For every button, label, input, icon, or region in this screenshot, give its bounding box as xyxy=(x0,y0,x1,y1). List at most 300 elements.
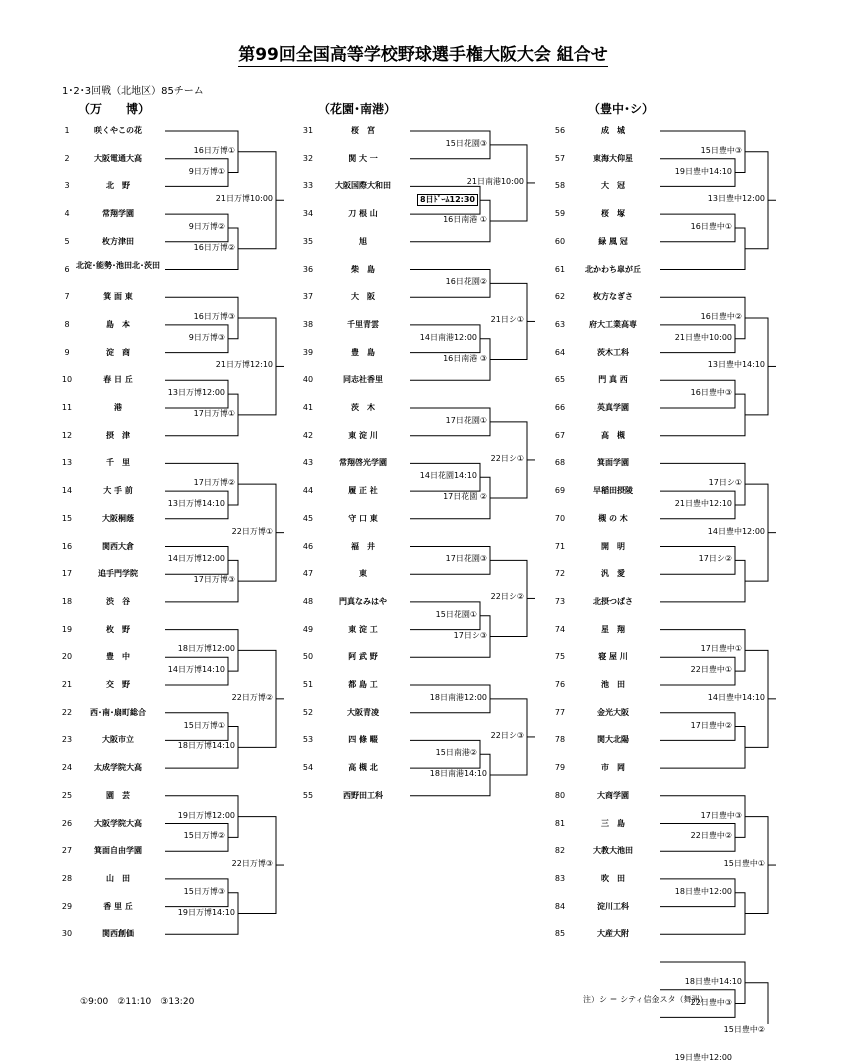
team-number: 25 xyxy=(61,790,73,800)
bracket-line xyxy=(660,214,735,242)
team-name: 港 xyxy=(114,403,122,412)
bracket-line xyxy=(660,560,745,602)
team-name: 摂 津 xyxy=(106,430,130,440)
team-number: 34 xyxy=(302,209,314,219)
game-label: 22日シ① xyxy=(490,453,524,463)
team-name: 柴 島 xyxy=(351,264,375,274)
team-number: 80 xyxy=(554,790,566,800)
team-name: 早稲田摂陵 xyxy=(593,486,633,496)
team-number: 48 xyxy=(302,596,314,606)
game-label: 18日豊中12:00 xyxy=(674,886,732,896)
team-name: 成 城 xyxy=(601,126,625,135)
game-label: 16日万博① xyxy=(193,145,235,155)
team-number: 46 xyxy=(302,541,314,551)
team-name: 西･南･扇町総合 xyxy=(90,707,146,717)
bracket-line xyxy=(660,463,745,505)
bracket-line xyxy=(410,754,490,796)
bracket-line xyxy=(165,560,238,602)
team-name: 枚 野 xyxy=(106,624,130,634)
team-name: 咲くやこの花 xyxy=(94,126,142,135)
bracket-line xyxy=(238,817,276,914)
team-name: 東 淀 工 xyxy=(348,624,378,634)
team-number: 29 xyxy=(61,901,73,911)
team-number: 24 xyxy=(61,763,73,773)
bracket-line xyxy=(238,650,276,747)
team-number: 38 xyxy=(302,319,314,329)
team-name: 開 明 xyxy=(601,541,625,551)
team-name: 刀 根 山 xyxy=(348,209,378,219)
team-name: 高 槻 北 xyxy=(348,763,378,773)
game-label: 22日万博① xyxy=(231,526,273,536)
team-name: 金光大阪 xyxy=(597,707,629,717)
game-label: 19日万博14:10 xyxy=(177,907,235,917)
team-number: 54 xyxy=(302,763,314,773)
team-number: 37 xyxy=(302,292,314,302)
team-number: 3 xyxy=(64,181,70,191)
team-name: 常翔啓光学園 xyxy=(339,458,387,468)
game-label: 19日豊中14:10 xyxy=(674,166,732,176)
team-number: 78 xyxy=(554,735,566,745)
bracket-line xyxy=(660,893,745,935)
team-number: 72 xyxy=(554,569,566,579)
game-label: 17日万博③ xyxy=(193,575,235,585)
team-number: 21 xyxy=(61,680,73,689)
bracket-line xyxy=(660,879,735,907)
game-label: 22日豊中① xyxy=(690,665,732,675)
team-number: 2 xyxy=(64,153,70,163)
bracket-line xyxy=(660,380,735,408)
game-label: 17日豊中② xyxy=(690,720,732,730)
team-name: 豊 島 xyxy=(351,347,375,357)
team-name: 大阪市立 xyxy=(102,735,134,745)
game-label: 14日南港12:00 xyxy=(419,332,477,342)
game-label: 9日万博① xyxy=(188,166,225,176)
bracket-line xyxy=(165,214,228,242)
game-label: 21日万博10:00 xyxy=(215,194,273,204)
team-number: 10 xyxy=(61,375,73,385)
team-number: 28 xyxy=(61,873,73,883)
team-number: 9 xyxy=(64,347,70,357)
team-name: 島 本 xyxy=(106,319,130,329)
team-number: 51 xyxy=(302,680,314,689)
bracket-line xyxy=(410,740,480,768)
team-name: 常翔学園 xyxy=(102,209,134,219)
team-name: 門真なみはや xyxy=(339,596,387,606)
game-label: 14日万博14:10 xyxy=(167,665,225,675)
game-label: 14日花園14:10 xyxy=(419,471,477,481)
bracket-line xyxy=(165,879,228,907)
game-label: 14日豊中12:00 xyxy=(707,526,765,536)
time-legend: ①9:00 ②11:10 ③13:20 xyxy=(80,997,195,1007)
team-number: 82 xyxy=(554,846,566,856)
bracket-line xyxy=(410,186,480,214)
bracket-line xyxy=(165,824,228,852)
team-name: 緑 風 冠 xyxy=(598,236,628,246)
bracket-line xyxy=(410,685,490,713)
team-number: 83 xyxy=(554,873,566,883)
team-name: 北かわち皐が丘 xyxy=(585,264,641,274)
team-number: 77 xyxy=(554,707,566,717)
bracket-line xyxy=(410,602,480,630)
game-label: 13日豊中12:00 xyxy=(707,194,765,204)
bracket-line xyxy=(165,796,238,838)
bracket-line xyxy=(165,159,228,187)
team-name: 北摂つばさ xyxy=(593,596,633,606)
bracket-line xyxy=(165,491,228,519)
group-header-banpaku: （万 博） xyxy=(78,102,151,116)
bracket-line xyxy=(410,477,490,519)
game-label: 18日南港12:00 xyxy=(429,692,487,702)
game-label: 22日万博② xyxy=(231,692,273,702)
bracket-line xyxy=(165,297,238,339)
team-number: 62 xyxy=(554,292,566,302)
game-label: 15日豊中③ xyxy=(700,145,742,155)
bracket-line xyxy=(238,318,276,415)
team-name: 太成学院大高 xyxy=(94,763,142,773)
bracket-line xyxy=(660,228,745,270)
bracket-line xyxy=(660,727,745,769)
game-label: 15日豊中① xyxy=(723,859,765,869)
game-label: 21日豊中10:00 xyxy=(674,332,732,342)
bracket-line xyxy=(490,560,527,636)
bracket-line xyxy=(490,145,527,221)
game-label: 17日花園③ xyxy=(445,554,487,564)
game-label: 16日南港 ③ xyxy=(443,353,487,363)
team-name: 箕 面 東 xyxy=(103,292,133,302)
team-number: 53 xyxy=(302,735,314,745)
team-number: 12 xyxy=(61,430,73,440)
game-label: 16日豊中② xyxy=(700,311,742,321)
team-number: 17 xyxy=(61,569,73,579)
team-number: 11 xyxy=(61,403,73,412)
team-name: 茨 木 xyxy=(351,403,375,412)
bracket-line xyxy=(165,713,228,741)
team-name: 市 岡 xyxy=(601,763,625,773)
team-name: 大教大池田 xyxy=(593,846,633,856)
team-number: 73 xyxy=(554,596,566,606)
team-name: 寝 屋 川 xyxy=(598,652,628,662)
team-name: 都 島 工 xyxy=(348,680,378,689)
bracket-line xyxy=(410,463,480,491)
game-label: 17日万博① xyxy=(193,408,235,418)
game-label: 21日シ① xyxy=(490,315,524,325)
team-name: 同志社香里 xyxy=(343,375,383,385)
team-name: 枚方なぎさ xyxy=(593,292,633,302)
team-name: 関西大倉 xyxy=(102,541,134,551)
team-name: 阿 武 野 xyxy=(348,652,378,662)
team-name: 東 xyxy=(359,569,367,579)
game-label: 15日万博② xyxy=(183,831,225,841)
bracket-line xyxy=(410,339,490,381)
team-number: 15 xyxy=(61,513,73,523)
team-number: 50 xyxy=(302,652,314,662)
team-name: 桜 塚 xyxy=(601,209,625,219)
team-number: 58 xyxy=(554,181,566,191)
team-number: 57 xyxy=(554,153,566,163)
game-label: 17日万博② xyxy=(193,478,235,488)
bracket-line xyxy=(410,200,490,242)
team-name: 大阪青凌 xyxy=(347,707,379,717)
team-name: 豊 中 xyxy=(106,652,130,662)
bracket-line xyxy=(660,547,735,575)
game-label: 17日豊中③ xyxy=(700,810,742,820)
team-name: 星 翔 xyxy=(601,624,625,634)
team-name: 池 田 xyxy=(601,680,625,689)
team-number: 20 xyxy=(61,652,73,662)
game-label: 18日南港14:10 xyxy=(429,769,487,779)
team-number: 22 xyxy=(61,707,73,717)
bracket-line xyxy=(745,152,768,249)
bracket-line xyxy=(410,131,490,159)
game-label: 8日ﾄﾞｰﾑ12:30 xyxy=(417,194,478,206)
game-label: 18日豊中14:10 xyxy=(684,976,742,986)
game-label: 15日花園① xyxy=(435,609,477,619)
team-number: 42 xyxy=(302,430,314,440)
bracket-line xyxy=(165,394,238,436)
team-name: 大 手 前 xyxy=(103,486,133,496)
team-name: 千 里 xyxy=(106,458,130,468)
team-number: 4 xyxy=(64,209,70,219)
bracket-line xyxy=(660,824,735,852)
game-label: 22日豊中② xyxy=(690,831,732,841)
team-number: 8 xyxy=(64,319,70,329)
bracket-line xyxy=(165,893,238,935)
team-number: 49 xyxy=(302,624,314,634)
game-label: 17日シ③ xyxy=(453,630,487,640)
bracket-line xyxy=(165,463,238,505)
game-label: 15日豊中② xyxy=(723,1025,765,1035)
game-label: 16日豊中③ xyxy=(690,388,732,398)
team-name: 箕面学園 xyxy=(597,458,629,468)
bracket-line xyxy=(660,297,745,339)
game-label: 16日万博② xyxy=(193,242,235,252)
venue-note: 注）シ ＝ シティ信金スタ（舞洲） xyxy=(583,995,708,1004)
team-name: 三 島 xyxy=(601,818,625,828)
team-number: 66 xyxy=(554,403,566,412)
bracket-line xyxy=(410,616,490,658)
team-number: 41 xyxy=(302,403,314,412)
bracket-line xyxy=(165,657,228,685)
team-name: 大阪学院大高 xyxy=(94,818,142,828)
bracket-line xyxy=(660,491,735,519)
game-label: 13日万博14:10 xyxy=(167,498,225,508)
game-label: 19日万博12:00 xyxy=(177,810,235,820)
game-label: 17日花園① xyxy=(445,415,487,425)
subtitle: 1･2･3回戦（北地区）85チーム xyxy=(62,86,204,97)
bracket-line xyxy=(490,422,527,498)
game-label: 21日万博12:10 xyxy=(215,360,273,370)
team-name: 府大工業高専 xyxy=(589,319,637,329)
game-label: 17日シ② xyxy=(698,554,732,564)
game-label: 18日万博14:10 xyxy=(177,741,235,751)
game-label: 15日花園③ xyxy=(445,138,487,148)
bracket-line xyxy=(238,152,276,249)
team-name: 旭 xyxy=(359,236,367,246)
team-number: 35 xyxy=(302,236,314,246)
game-label: 22日シ② xyxy=(490,592,524,602)
team-name: 渋 谷 xyxy=(106,596,130,606)
team-number: 60 xyxy=(554,236,566,246)
team-number: 40 xyxy=(302,375,314,385)
game-label: 16日南港 ① xyxy=(443,215,487,225)
team-name: 東海大仰星 xyxy=(593,153,633,163)
team-number: 79 xyxy=(554,763,566,773)
game-label: 18日万博12:00 xyxy=(177,644,235,654)
team-number: 27 xyxy=(61,846,73,856)
team-name: 北 野 xyxy=(106,181,130,191)
bracket-line xyxy=(660,630,745,672)
bracket-line xyxy=(745,318,768,415)
game-label: 14日万博12:00 xyxy=(167,554,225,564)
game-label: 17日シ① xyxy=(708,478,742,488)
team-name: 枚方津田 xyxy=(102,236,134,246)
bracket-line xyxy=(165,547,228,575)
team-number: 43 xyxy=(302,458,314,468)
team-number: 13 xyxy=(61,458,73,468)
bracket-line xyxy=(165,325,228,353)
team-name: 守 口 東 xyxy=(348,513,378,523)
bracket-line xyxy=(745,817,768,914)
team-number: 67 xyxy=(554,430,566,440)
team-number: 76 xyxy=(554,680,566,689)
bracket-line xyxy=(410,408,490,436)
team-number: 31 xyxy=(302,126,314,135)
team-name: 千里青雲 xyxy=(347,319,379,329)
game-label: 13日万博12:00 xyxy=(167,388,225,398)
team-number: 14 xyxy=(61,486,73,496)
game-label: 17日豊中① xyxy=(700,644,742,654)
team-name: 履 正 社 xyxy=(348,486,378,496)
bracket-line xyxy=(410,547,490,575)
team-name: 西野田工科 xyxy=(343,790,383,800)
team-name: 桜 宮 xyxy=(351,126,375,135)
bracket-line xyxy=(165,630,238,672)
bracket-line xyxy=(660,657,735,685)
bracket-line xyxy=(745,650,768,747)
bracket-line xyxy=(410,270,490,298)
game-label: 13日豊中14:10 xyxy=(707,360,765,370)
team-name: 英真学園 xyxy=(597,403,629,412)
game-label: 21日南港10:00 xyxy=(466,176,524,186)
bracket-line xyxy=(745,484,768,581)
team-number: 75 xyxy=(554,652,566,662)
bracket-line xyxy=(238,484,276,581)
team-number: 55 xyxy=(302,790,314,800)
page-title: 第99回全国高等学校野球選手権大阪大会 組合せ xyxy=(238,45,608,65)
game-label: 9日万博② xyxy=(188,221,225,231)
team-number: 19 xyxy=(61,624,73,634)
team-name: 箕面自由学園 xyxy=(94,846,142,856)
game-label: 21日豊中12:10 xyxy=(674,498,732,508)
game-label: 16日豊中① xyxy=(690,221,732,231)
team-name: 関大北陽 xyxy=(597,735,629,745)
game-label: 16日万博③ xyxy=(193,311,235,321)
group-header-hanazono-nanko: （花園･南港） xyxy=(318,102,397,116)
bracket-line xyxy=(660,394,745,436)
team-number: 61 xyxy=(554,264,566,274)
bracket-line xyxy=(660,713,735,741)
team-number: 70 xyxy=(554,513,566,523)
team-name: 大 冠 xyxy=(601,181,625,191)
team-name: 大 阪 xyxy=(351,292,375,302)
team-number: 59 xyxy=(554,209,566,219)
bracket-line xyxy=(165,727,238,769)
team-number: 18 xyxy=(61,596,73,606)
team-number: 23 xyxy=(61,735,73,745)
bracket-line xyxy=(745,983,768,1024)
team-name: 大阪国際大和田 xyxy=(335,181,391,191)
bracket-line xyxy=(660,325,735,353)
team-name: 交 野 xyxy=(106,680,130,689)
bracket-line xyxy=(410,325,480,353)
team-name: 淀川工科 xyxy=(597,901,629,911)
bracket-line xyxy=(165,380,228,408)
bracket-line xyxy=(660,159,735,187)
team-name: 大商学園 xyxy=(597,790,629,800)
team-number: 1 xyxy=(64,126,70,135)
team-number: 52 xyxy=(302,707,314,717)
team-name: 汎 愛 xyxy=(601,569,625,579)
team-number: 16 xyxy=(61,541,73,551)
game-label: 16日花園② xyxy=(445,277,487,287)
team-number: 32 xyxy=(302,153,314,163)
team-number: 84 xyxy=(554,901,566,911)
team-name: 大阪桐蔭 xyxy=(102,513,134,523)
game-label: 19日豊中12:00 xyxy=(674,1052,732,1062)
team-name: 追手門学院 xyxy=(98,569,138,579)
team-number: 74 xyxy=(554,624,566,634)
team-number: 39 xyxy=(302,347,314,357)
team-name: 東 淀 川 xyxy=(348,430,378,440)
team-name: 山 田 xyxy=(106,873,130,883)
game-label: 15日南港② xyxy=(435,748,477,758)
group-header-toyonaka-shi: （豊中･シ） xyxy=(588,102,655,116)
game-label: 15日万博① xyxy=(183,720,225,730)
team-name: 春 日 丘 xyxy=(103,375,133,385)
game-label: 22日シ③ xyxy=(490,730,524,740)
team-number: 81 xyxy=(554,818,566,828)
team-number: 6 xyxy=(64,264,70,274)
team-number: 63 xyxy=(554,319,566,329)
team-name: 関西創価 xyxy=(102,929,134,939)
team-number: 71 xyxy=(554,541,566,551)
bracket-line xyxy=(490,283,527,359)
team-number: 30 xyxy=(61,929,73,939)
team-name: 槻 の 木 xyxy=(598,513,628,523)
bracket-line xyxy=(165,228,238,270)
bracket-line xyxy=(660,131,745,173)
team-number: 5 xyxy=(64,236,70,246)
bracket-line xyxy=(660,796,745,838)
team-number: 26 xyxy=(61,818,73,828)
team-number: 65 xyxy=(554,375,566,385)
team-number: 33 xyxy=(302,181,314,191)
game-label: 17日花園 ② xyxy=(443,492,487,502)
team-name: 門 真 西 xyxy=(598,375,628,385)
team-name: 北淀･能勢･池田北･茨田 xyxy=(76,260,160,270)
team-number: 64 xyxy=(554,347,566,357)
game-label: 9日万博③ xyxy=(188,332,225,342)
team-name: 関 大 一 xyxy=(348,153,378,163)
team-number: 7 xyxy=(64,292,70,302)
team-name: 大産大附 xyxy=(597,929,629,939)
team-name: 淀 商 xyxy=(106,347,130,357)
team-number: 68 xyxy=(554,458,566,468)
team-name: 高 槻 xyxy=(601,430,625,440)
team-name: 四 條 畷 xyxy=(348,735,378,745)
game-label: 14日豊中14:10 xyxy=(707,692,765,702)
team-name: 茨木工科 xyxy=(597,347,629,357)
